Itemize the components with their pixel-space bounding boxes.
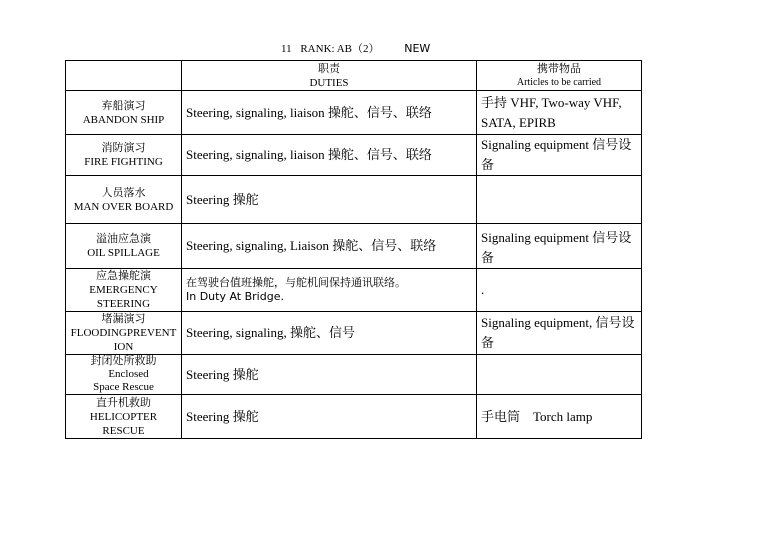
event-cell <box>66 224 182 269</box>
duty-line-cn: 在驾驶台值班操舵，与舵机间保持通讯联络。 <box>186 276 406 289</box>
duty-line-en: In Duty At Bridge. <box>186 290 284 303</box>
duty-cell: Steering, signaling, liaison 操舵、信号、联络 <box>182 91 477 135</box>
rank-label: RANK: AB（2） <box>300 43 380 55</box>
duty-cell: Steering, signaling, Liaison 操舵、信号、联络 <box>182 224 477 269</box>
event-cn: 消防演习 <box>101 142 146 154</box>
table-header-row <box>66 61 642 91</box>
event-header <box>66 61 182 91</box>
event-line-1 <box>70 355 177 381</box>
duty-cell: Steering 操舵 <box>182 395 477 439</box>
articles-cell: Signaling equipment 信号设备 <box>477 224 642 269</box>
event-cn: 溢油应急演 <box>96 233 151 245</box>
event-cn: 堵漏演习 <box>101 313 146 325</box>
event-en: HELICOPTER RESCUE <box>89 410 158 437</box>
event-cell <box>66 312 182 355</box>
duty-cell <box>182 269 477 312</box>
event-cell <box>66 269 182 312</box>
event-en: ABANDON SHIP <box>82 113 165 126</box>
table-row <box>66 269 642 312</box>
table-row <box>66 395 642 439</box>
duties-header-en: DUTIES <box>309 76 349 89</box>
event-cn: 弃船演习 <box>101 99 146 112</box>
event-cn: 封闭处所救助 <box>90 355 157 367</box>
event-cn: 人员落水 <box>101 186 146 199</box>
duty-cell: Steering, signaling, liaison 操舵、信号、联络 <box>182 135 477 176</box>
articles-cell <box>477 176 642 224</box>
table-row <box>66 91 642 135</box>
table-row <box>66 312 642 355</box>
section-number: 11 <box>281 43 292 55</box>
duty-cell: Steering, signaling, 操舵、信号 <box>182 312 477 355</box>
event-en-b: Space Rescue <box>93 381 154 393</box>
page-header <box>281 40 430 56</box>
articles-cell: Signaling equipment 信号设备 <box>477 135 642 176</box>
duties-header <box>182 61 477 91</box>
articles-cell: Signaling equipment, 信号设备 <box>477 312 642 355</box>
event-en-a: Enclosed <box>108 368 149 380</box>
table-row <box>66 135 642 176</box>
articles-header <box>477 61 642 91</box>
articles-cell <box>477 355 642 395</box>
duties-header-cn: 职责 <box>318 62 340 75</box>
articles-header-en: Articles to be carried <box>516 76 602 88</box>
event-cell <box>66 91 182 135</box>
articles-header-cn: 携带物品 <box>537 62 581 75</box>
event-cell <box>66 135 182 176</box>
table-row <box>66 176 642 224</box>
event-en: MAN OVER BOARD <box>73 200 174 213</box>
event-cell <box>66 395 182 439</box>
event-cn: 直升机救助 <box>96 396 151 409</box>
event-en: OIL SPILLAGE <box>87 247 160 259</box>
event-en: FLOODINGPREVENTION <box>70 327 177 353</box>
duty-cell: Steering 操舵 <box>182 355 477 395</box>
new-tag: NEW <box>404 42 431 55</box>
duty-cell: Steering 操舵 <box>182 176 477 224</box>
event-en: FIRE FIGHTING <box>84 156 163 168</box>
table-row <box>66 224 642 269</box>
event-en: EMERGENCY STEERING <box>89 284 158 310</box>
duty-table <box>65 60 642 439</box>
table-row <box>66 355 642 395</box>
articles-cell: 手持 VHF, Two-way VHF, SATA, EPIRB <box>477 91 642 135</box>
articles-cell: . <box>477 269 642 312</box>
articles-cell: 手电筒 Torch lamp <box>477 395 642 439</box>
event-cell <box>66 176 182 224</box>
event-cn: 应急操舵演 <box>96 270 151 282</box>
event-cell <box>66 355 182 395</box>
